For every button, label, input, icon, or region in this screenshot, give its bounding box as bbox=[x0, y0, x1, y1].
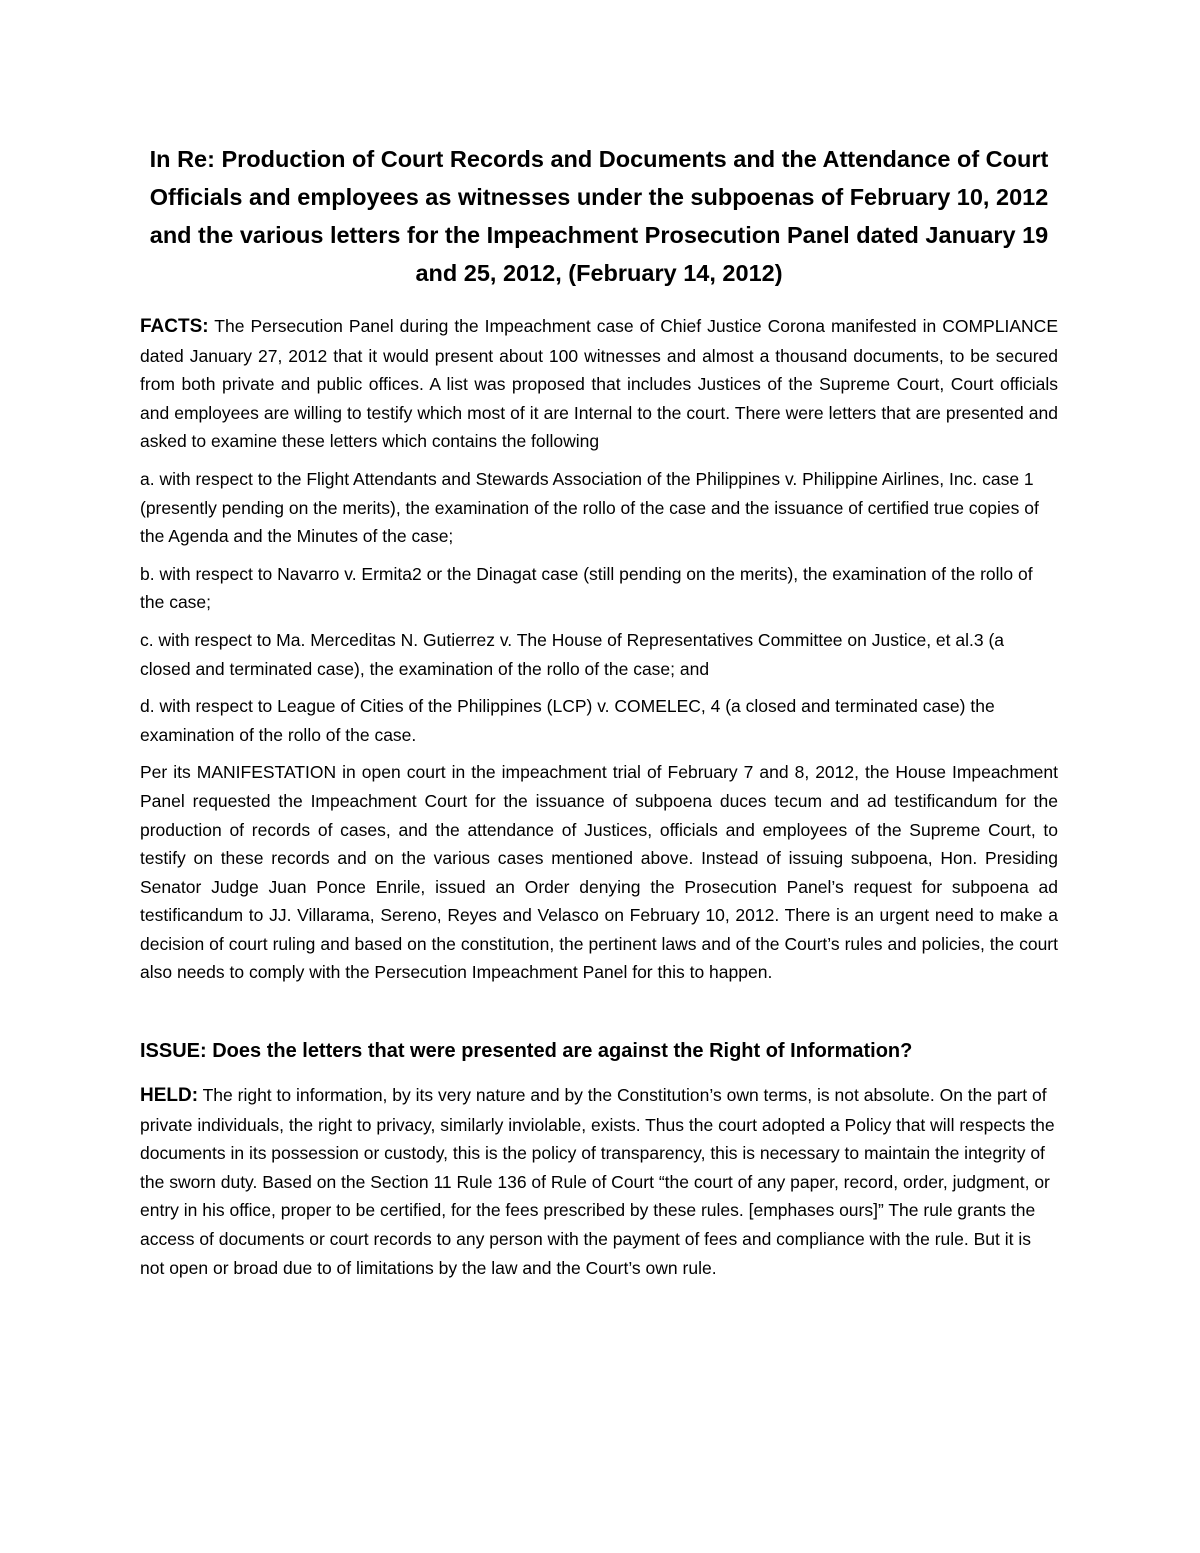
held-paragraph bbox=[140, 1081, 1058, 1282]
list-item-c: c. with respect to Ma. Merceditas N. Gutierrez v. The House of Representatives Committee on Justice, et al.3 (a closed and terminated case), the examination of the rollo of the case; and bbox=[140, 629, 1005, 679]
issue-heading: ISSUE: Does the letters that were presented are against the Right of Information? bbox=[140, 1040, 913, 1063]
list-item-d: d. with respect to League of Cities of the Philippines (LCP) v. COMELEC, 4 (a closed and terminated case) the examination of the rollo of the case. bbox=[140, 696, 995, 745]
document-page bbox=[140, 140, 1058, 1291]
manifestation-paragraph: Per its MANIFESTATION in open court in the impeachment trial of February 7 and 8, 2012, the House Impeachment Panel requested the Impeachment Court for the issuance of subpoena duces tecum and ad testificandum for the production of records of cases, and the attendance of Justices, officials and employees of the Supreme Court, to testify on these records and on the various cases mentioned above. Instead of issuing subpoena, Hon. Presiding Senator Judge Juan Ponce Enrile, issued an Order denying the Prosecution Panel’s request for subpoena ad testificandum to JJ. Villarama, Sereno, Reyes and Velasco on February 10, 2012. There is an urgent need to make a decision of court ruling and based on the constitution, the pertinent laws and of the Court’s rules and policies, the court also needs to comply with the Persecution Impeachment Panel for this to happen. bbox=[140, 762, 1058, 983]
facts-label: FACTS: bbox=[140, 316, 209, 337]
case-title: In Re: Production of Court Records and Documents and the Attendance of Court Officials and employees as witnesses under the subpoenas of February 10, 2012 and the various letters for the Impeachment Prosecution Panel dated January 19 and 25, 2012, (February 14, 2012) bbox=[149, 146, 1049, 286]
list-item-b: b. with respect to Navarro v. Ermita2 or the Dinagat case (still pending on the merits), the examination of the rollo of the case; bbox=[140, 563, 1033, 613]
facts-text: The Persecution Panel during the Impeachment case of Chief Justice Corona manifested in COMPLIANCE dated January 27, 2012 that it would present about 100 witnesses and almost a thousand documents, to be secured from both private and public offices. A list was proposed that includes Justices of the Supreme Court, Court officials and employees are willing to testify which most of it are Internal to the court. There were letters that are presented and asked to examine these letters which contains the following bbox=[140, 316, 1058, 452]
list-item-a: a. with respect to the Flight Attendants and Stewards Association of the Philippines v. Philippine Airlines, Inc. case 1 (presently pending on the merits), the examination of the rollo of the case and the issuance of certified true copies of the Agenda and the Minutes of the case; bbox=[140, 468, 1039, 547]
held-label: HELD: bbox=[140, 1085, 199, 1107]
held-text: The right to information, by its very nature and by the Constitution’s own terms, is not absolute. On the part of private individuals, the right to privacy, similarly inviolable, exists. Thus the court adopted a Policy that will respects the documents in its possession or custody, this is the policy of transparency, this is necessary to maintain the integrity of the sworn duty. Based on the Section 11 Rule 136 of Rule of Court “the court of any paper, record, order, judgment, or entry in his office, proper to be certified, for the fees prescribed by these rules. [emphases ours]” The rule grants the access of documents or court records to any person with the payment of fees and compliance with the rule. But it is not open or broad due to of limitations by the law and the Court’s own rule. bbox=[140, 1085, 1055, 1278]
facts-paragraph bbox=[140, 312, 1058, 456]
